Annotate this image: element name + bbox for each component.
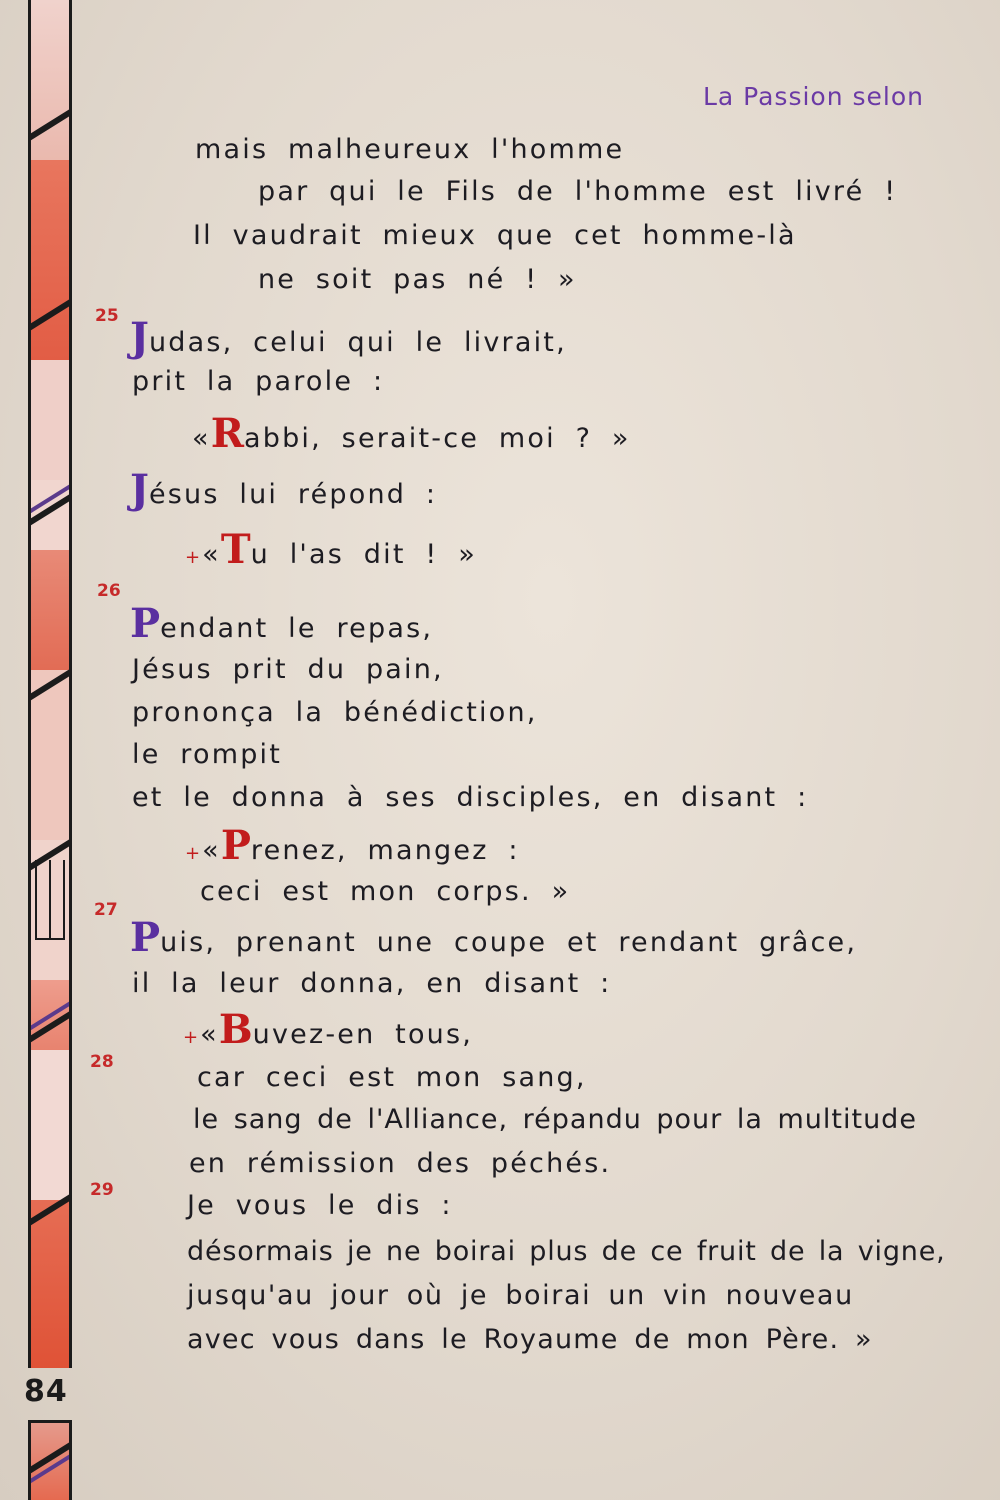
line-text: uvez-en tous, [252, 1019, 474, 1050]
line-text: Je vous le dis : [187, 1190, 453, 1221]
verse-number: 28 [90, 1052, 114, 1072]
line-text: le sang de l'Alliance, répandu pour la multitude [193, 1104, 917, 1135]
line-text: avec vous dans le Royaume de mon Père. » [187, 1324, 873, 1355]
text-line [130, 914, 858, 961]
text-line [193, 1104, 917, 1135]
drop-cap-initial: T [220, 526, 251, 573]
drop-cap-initial: P [130, 914, 161, 961]
text-line [193, 220, 797, 251]
line-text: et le donna à ses disciples, en disant : [132, 782, 809, 813]
line-text: car ceci est mon sang, [197, 1062, 587, 1093]
text-line [187, 1236, 946, 1267]
text-line [132, 654, 444, 685]
line-text: en rémission des péchés. [189, 1148, 612, 1179]
text-line [200, 876, 570, 907]
line-text: uis, prenant une coupe et rendant grâce, [160, 927, 858, 958]
text-line [132, 739, 282, 770]
page-number: 84 [24, 1374, 68, 1409]
text-line [132, 782, 808, 813]
cross-mark: + [183, 1027, 199, 1048]
text-line [130, 314, 567, 361]
line-text: Jésus prit du pain, [132, 654, 444, 685]
line-text: jusqu'au jour où je boirai un vin nouveau [187, 1280, 854, 1311]
quote-mark: « [192, 423, 211, 454]
text-line [132, 697, 538, 728]
line-text: ceci est mon corps. » [200, 876, 571, 907]
line-text: le rompit [132, 739, 283, 770]
line-text: il la leur donna, en disant : [132, 968, 612, 999]
drop-cap-initial: R [210, 410, 244, 457]
text-line [185, 526, 477, 573]
cross-mark: + [185, 547, 201, 568]
line-text: mais malheureux l'homme [195, 134, 625, 165]
decorative-border-bottom [28, 1420, 72, 1500]
line-text: prononça la bénédiction, [132, 697, 538, 728]
quote-mark: « [202, 835, 221, 866]
text-line [132, 366, 384, 397]
cross-mark: + [185, 843, 201, 864]
verse-number: 27 [94, 900, 118, 920]
decorative-border-column [28, 0, 72, 1368]
text-line [187, 1190, 453, 1221]
line-text: endant le repas, [160, 613, 434, 644]
text-line [192, 410, 631, 457]
running-head: La Passion selon [702, 82, 924, 111]
verse-number: 29 [90, 1180, 114, 1200]
line-text: prit la parole : [132, 366, 385, 397]
quote-mark: « [200, 1019, 219, 1050]
text-line [187, 1280, 854, 1311]
line-text: ne soit pas né ! » [258, 264, 577, 295]
text-line [183, 1006, 474, 1053]
drop-cap-initial: B [218, 1006, 253, 1053]
text-line [130, 600, 434, 647]
text-line [185, 822, 520, 869]
quote-mark: « [202, 539, 221, 570]
line-text: Il vaudrait mieux que cet homme-là [193, 220, 797, 251]
drop-cap-initial: J [130, 314, 149, 361]
text-line [189, 1148, 611, 1179]
drop-cap-initial: J [130, 466, 149, 513]
drop-cap-initial: P [130, 600, 161, 647]
line-text: désormais je ne boirai plus de ce fruit de la vigne, [187, 1236, 946, 1267]
text-line [187, 1324, 873, 1355]
text-line [197, 1062, 587, 1093]
text-line [258, 176, 897, 207]
line-text: u l'as dit ! » [250, 539, 477, 570]
verse-number: 26 [97, 581, 121, 601]
drop-cap-initial: P [220, 822, 251, 869]
line-text: ésus lui répond : [148, 479, 438, 510]
text-line [130, 466, 438, 513]
line-text: renez, mangez : [250, 835, 520, 866]
line-text: udas, celui qui le livrait, [148, 327, 567, 358]
text-line [195, 134, 624, 165]
text-line [258, 264, 577, 295]
text-line [132, 968, 611, 999]
line-text: par qui le Fils de l'homme est livré ! [258, 176, 898, 207]
verse-number: 25 [95, 306, 119, 326]
line-text: abbi, serait-ce moi ? » [243, 423, 631, 454]
